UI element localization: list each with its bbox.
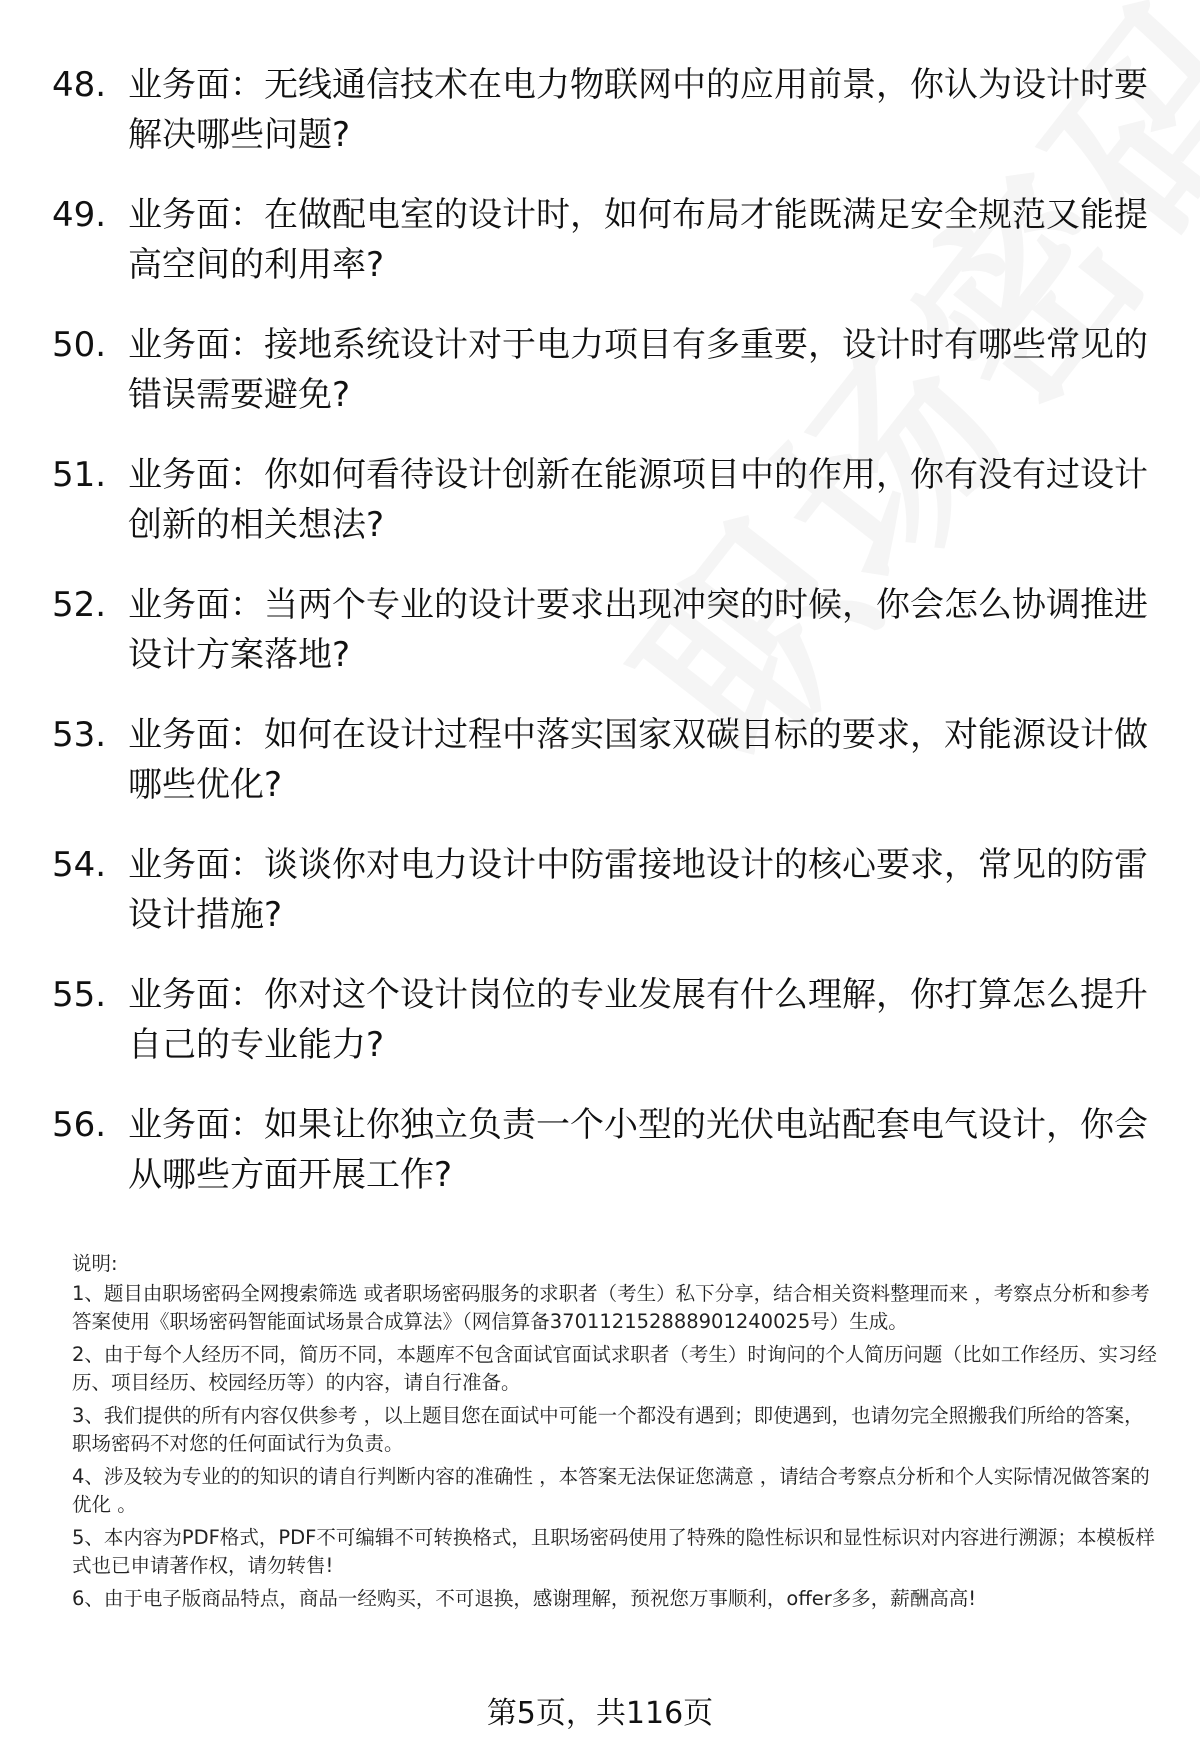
question-text: 业务面：如何在设计过程中落实国家双碳目标的要求，对能源设计做哪些优化? bbox=[128, 715, 1148, 805]
question-item bbox=[52, 190, 1152, 290]
note-item: 2、由于每个人经历不同，简历不同，本题库不包含面试官面试求职者（考生）时询问的个人简历问题（比如工作经历、实习经历、项目经历、校园经历等）的内容，请自行准备。 bbox=[72, 1342, 1157, 1394]
question-item bbox=[52, 840, 1152, 940]
question-item bbox=[52, 970, 1152, 1070]
question-number: 48. bbox=[52, 65, 107, 105]
note-item: 6、由于电子版商品特点，商品一经购买，不可退换，感谢理解，预祝您万事顺利，offer多多，薪酬高高! bbox=[72, 1586, 977, 1610]
question-text: 业务面：无线通信技术在电力物联网中的应用前景，你认为设计时要解决哪些问题? bbox=[128, 65, 1148, 155]
question-text: 业务面：如果让你独立负责一个小型的光伏电站配套电气设计，你会从哪些方面开展工作? bbox=[128, 1105, 1148, 1195]
note-item: 1、题目由职场密码全网搜索筛选 或者职场密码服务的求职者（考生）私下分享，结合相关资料整理而来 ，考察点分析和参考答案使用《职场密码智能面试场景合成算法》（网信算备370112152888901240025号）生成。 bbox=[72, 1281, 1150, 1333]
question-number: 56. bbox=[52, 1105, 107, 1145]
page-number-footer: 第5页，共116页 bbox=[486, 1696, 714, 1731]
question-text: 业务面：接地系统设计对于电力项目有多重要，设计时有哪些常见的错误需要避免? bbox=[128, 325, 1148, 415]
question-number: 54. bbox=[52, 845, 107, 885]
note-item: 4、涉及较为专业的的知识的请自行判断内容的准确性 ，本答案无法保证您满意 ，请结合考察点分析和个人实际情况做答案的优化 。 bbox=[72, 1464, 1150, 1516]
question-item bbox=[52, 320, 1152, 420]
question-item bbox=[52, 60, 1152, 160]
notes-title: 说明: bbox=[72, 1252, 118, 1275]
notes-section bbox=[72, 1250, 1162, 1617]
question-text: 业务面：谈谈你对电力设计中防雷接地设计的核心要求，常见的防雷设计措施? bbox=[128, 845, 1148, 935]
question-number: 51. bbox=[52, 455, 107, 495]
question-text: 业务面：你对这个设计岗位的专业发展有什么理解，你打算怎么提升自己的专业能力? bbox=[128, 975, 1148, 1065]
question-number: 52. bbox=[52, 585, 107, 625]
note-item: 3、我们提供的所有内容仅供参考 ，以上题目您在面试中可能一个都没有遇到；即使遇到，也请勿完全照搬我们所给的答案，职场密码不对您的任何面试行为负责。 bbox=[72, 1403, 1144, 1455]
question-text: 业务面：在做配电室的设计时，如何布局才能既满足安全规范又能提高空间的利用率? bbox=[128, 195, 1148, 285]
note-item: 5、本内容为PDF格式，PDF不可编辑不可转换格式，且职场密码使用了特殊的隐性标识和显性标识对内容进行溯源；本模板样式也已申请著作权，请勿转售! bbox=[72, 1525, 1155, 1577]
question-number: 49. bbox=[52, 195, 107, 235]
question-number: 55. bbox=[52, 975, 107, 1015]
question-item bbox=[52, 450, 1152, 550]
question-item bbox=[52, 710, 1152, 810]
question-text: 业务面：当两个专业的设计要求出现冲突的时候，你会怎么协调推进设计方案落地? bbox=[128, 585, 1148, 675]
question-item bbox=[52, 1100, 1152, 1200]
question-item bbox=[52, 580, 1152, 680]
question-text: 业务面：你如何看待设计创新在能源项目中的作用，你有没有过设计创新的相关想法? bbox=[128, 455, 1148, 545]
question-number: 50. bbox=[52, 325, 107, 365]
question-number: 53. bbox=[52, 715, 107, 755]
question-list bbox=[52, 60, 1152, 1230]
